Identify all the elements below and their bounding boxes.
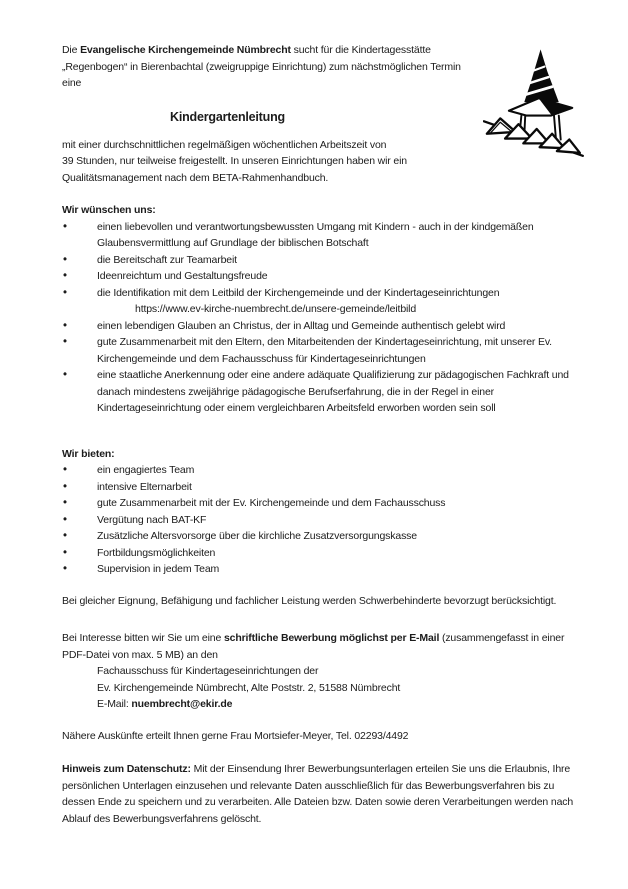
conditions-paragraph	[62, 137, 477, 187]
wish-item	[62, 334, 574, 367]
privacy-paragraph	[62, 761, 574, 827]
wish-item	[62, 367, 574, 417]
offer-item	[62, 561, 574, 578]
wish-item-text: einen lebendigen Glauben an Christus, der in Alltag und Gemeinde authentisch gelebt wird	[97, 319, 506, 332]
intro-post: sucht für die Kindertagesstätte „Regenbogen“ in Bierenbachtal (zweigruppige Einrichtung) zum nächstmöglichen Termin eine	[62, 44, 461, 89]
offer-item	[62, 545, 574, 562]
application-section	[62, 630, 574, 713]
offer-item-text: Zusätzliche Altersvorsorge über die kirchliche Zusatzversorgungskasse	[97, 530, 417, 542]
offer-item	[62, 479, 574, 496]
offer-item-text: Vergütung nach BAT-KF	[97, 513, 207, 526]
application-pre: Bei Interesse bitten wir Sie um eine	[62, 632, 224, 644]
leitbild-url-text: https://www.ev-kirche-nuembrecht.de/unsere-gemeinde/leitbild	[135, 303, 417, 315]
wish-item	[62, 318, 574, 335]
wish-item-text: die Bereitschaft zur Teamarbeit	[97, 253, 237, 266]
intro-paragraph	[62, 42, 477, 92]
wish-item-text: gute Zusammenarbeit mit den Eltern, den Mitarbeitenden der Kindertageseinrichtung, mit unserer Ev. Kirchengemeinde und dem Fachausschuss für Kindertageseinrichtungen	[97, 336, 552, 365]
application-paragraph	[62, 630, 574, 663]
wish-item-text: eine staatliche Anerkennung oder eine andere adäquate Qualifizierung zur pädagogischen Fachkraft und danach mindestens zweijährige pädagogische Berufserfahrung, die in der Regel in einer Kindertageseinrichtung oder einem vergleichbaren Arbeitsfeld erworben worden sein soll	[97, 369, 569, 414]
offer-item-text: gute Zusammenarbeit mit der Ev. Kirchengemeinde und dem Fachausschuss	[97, 497, 446, 509]
wishes-heading: Wir wünschen uns:	[62, 204, 156, 216]
offers-list	[62, 462, 574, 578]
offer-item-text: Fortbildungsmöglichkeiten	[97, 546, 216, 559]
wish-item	[62, 219, 574, 252]
email-line	[97, 696, 574, 713]
address-line-street: Ev. Kirchengemeinde Nümbrecht, Alte Poststr. 2, 51588 Nümbrecht	[97, 681, 401, 694]
wish-item-text: die Identifikation mit dem Leitbild der Kirchengemeinde und der Kindertageseinrichtungen	[97, 286, 500, 299]
offer-item	[62, 512, 574, 529]
wish-item-text: Ideenreichtum und Gestaltungsfreude	[97, 270, 268, 282]
contact-note: Nähere Auskünfte erteilt Ihnen gerne Frau Mortsiefer-Meyer, Tel. 02293/4492	[62, 729, 409, 742]
org-name: Evangelische Kirchengemeinde Nümbrecht	[80, 44, 291, 56]
wish-item	[62, 252, 574, 269]
offer-item	[62, 528, 574, 545]
offer-item-text: ein engagiertes Team	[97, 464, 195, 476]
job-title: Kindergartenleitung	[170, 109, 285, 124]
offer-item	[62, 462, 574, 479]
wish-item	[62, 268, 574, 285]
lead-section	[62, 42, 477, 186]
equality-note: Bei gleicher Eignung, Befähigung und fachlicher Leistung werden Schwerbehinderte bevorzugt berücksichtigt.	[62, 594, 557, 607]
email-label: E-Mail:	[97, 698, 132, 710]
offer-item-text: intensive Elternarbeit	[97, 480, 192, 493]
conditions-line1: mit einer durchschnittlichen regelmäßigen wöchentlichen Arbeitszeit von	[62, 138, 387, 151]
wish-item	[62, 285, 574, 318]
email-address: nuembrecht@ekir.de	[131, 698, 233, 710]
offer-item-text: Supervision in jedem Team	[97, 563, 220, 575]
wishes-list	[62, 219, 574, 417]
application-post: (zusammengefasst in einer PDF-Datei von max. 5 MB) an den	[62, 632, 565, 661]
church-tower-sketch-icon	[483, 44, 625, 189]
privacy-label: Hinweis zum Datenschutz:	[62, 763, 191, 775]
offer-item	[62, 495, 574, 512]
wish-item-text: einen liebevollen und verantwortungsbewussten Umgang mit Kindern - auch in der kindgemäßen Glaubensvermittlung auf Grundlage der biblischen Botschaft	[97, 220, 534, 249]
conditions-rest: 39 Stunden, nur teilweise freigestellt. In unseren Einrichtungen haben wir ein Qualitätsmanagement nach dem BETA-Rahmenhandbuch.	[62, 155, 407, 184]
intro-pre: Die	[62, 44, 81, 56]
address-block	[62, 663, 574, 713]
privacy-text: Mit der Einsendung Ihrer Bewerbungsunterlagen erteilen Sie uns die Erlaubnis, Ihre persönlichen Unterlagen einzusehen und relevante Daten ausschließlich für das Bewerbungsverfahren bis zu dessen Ende zu speichern und zu verarbeiten. Alle Dateien bzw. Daten sowie deren Verarbeitungen werden nach Ablauf des Bewerbungsverfahrens gelöscht.	[62, 763, 574, 825]
application-bold: schriftliche Bewerbung möglichst per E-Mail	[223, 632, 440, 644]
address-line-committee: Fachausschuss für Kindertageseinrichtungen der	[97, 665, 319, 677]
offers-heading: Wir bieten:	[62, 447, 115, 460]
